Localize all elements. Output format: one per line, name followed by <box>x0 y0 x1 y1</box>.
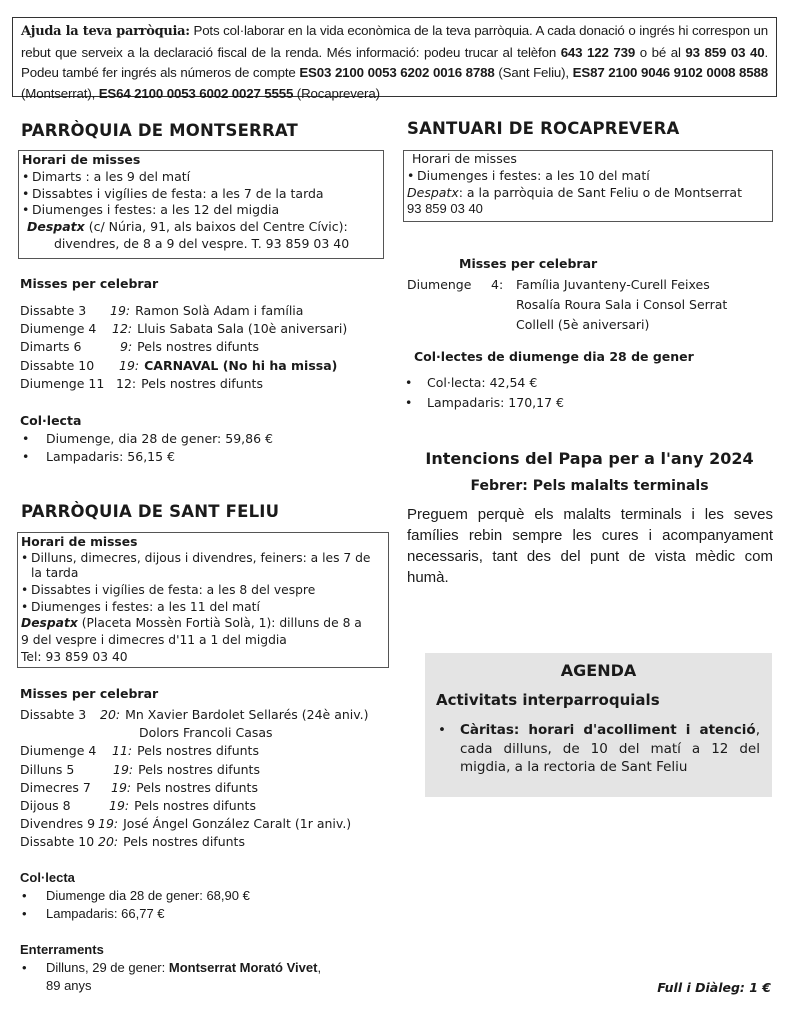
schedule-item: • Dimarts : a les 9 del matí <box>22 169 380 186</box>
bank-account: ES64 2100 0053 6002 0027 5555 <box>98 85 294 101</box>
sant-feliu-title: PARRÒQUIA DE SANT FELIU <box>21 502 280 521</box>
mass-day: Dissabte 10 <box>20 357 95 373</box>
mass-intention: Pels nostres difunts <box>138 761 260 777</box>
funeral-age: 89 anys <box>46 978 92 994</box>
mass-row <box>407 295 727 315</box>
funeral-name: Montserrat Morató Vivet <box>168 960 318 975</box>
donation-text: Pots col·laborar en la vida econòmica de la teva parròquia. A cada donació o ingrés hi correspon un rebut que serveix a la declaració fiscal de la renda. Més informació: podeu trucar al telèfon <box>21 23 768 60</box>
mass-row <box>407 275 727 295</box>
mass-row <box>20 706 369 724</box>
mass-intention: Pels nostres difunts <box>137 339 260 355</box>
mass-time: 19: <box>109 798 130 814</box>
office-hours: divendres, de 8 a 9 del vespre. T. 93 859 03 40 <box>54 235 350 251</box>
mass-day: Diumenge 4 <box>20 743 97 759</box>
phone-number: 93 859 03 40 <box>685 44 765 60</box>
mass-intention: Pels nostres difunts <box>134 798 256 814</box>
funerals-title: Enterraments <box>20 942 104 957</box>
sant-feliu-masses-title: Misses per celebrar <box>20 686 159 701</box>
mass-time: 19: <box>119 357 140 373</box>
schedule-item: • Diumenges i festes: a les 12 del migdia <box>22 202 380 219</box>
mass-day: Dissabte 10 <box>20 834 95 850</box>
schedule-item: • Dilluns, dimecres, dijous i divendres, feiners: a les 7 de <box>21 551 385 567</box>
agenda-item <box>436 721 760 777</box>
mass-row <box>20 779 369 797</box>
mass-day: Diumenge 11 <box>20 375 105 391</box>
mass-time: 20: <box>98 834 119 850</box>
mass-row <box>20 724 369 742</box>
agenda-item-title: Càritas: horari d'acolliment i atenció <box>460 722 756 738</box>
montserrat-masses-list <box>20 302 347 393</box>
bank-account-label: (Sant Feliu), <box>494 65 569 80</box>
mass-intention: Collell (5è aniversari) <box>516 317 650 332</box>
funeral-item <box>20 959 321 995</box>
collection-item: • Diumenge dia 28 de gener: 68,90 € <box>20 887 250 905</box>
office-info <box>21 615 385 632</box>
office-phone: Tel: 93 859 03 40 <box>21 649 128 664</box>
schedule-title: Horari de misses <box>22 152 141 167</box>
mass-intention: Rosalía Roura Sala i Consol Serrat <box>516 297 728 312</box>
agenda-item-text: , cada dilluns, de 10 del matí a 12 del migdia, a la rectoria de Sant Feliu <box>460 722 760 775</box>
price-footer: Full i Diàleg: 1 € <box>657 980 771 995</box>
office-text: : a la parròquia de Sant Feliu o de Montserrat <box>458 184 742 200</box>
mass-intention: Família Juvanteny-Curell Feixes <box>516 277 710 292</box>
rocaprevera-title: SANTUARI DE ROCAPREVERA <box>407 119 680 138</box>
schedule-title: Horari de misses <box>412 151 517 166</box>
mass-day: Diumenge <box>407 277 472 292</box>
mass-day <box>20 724 139 742</box>
schedule-item: • Diumenges i festes: a les 11 del matí <box>21 599 385 616</box>
bank-account: ES87 2100 9046 9102 0008 8588 <box>572 65 768 80</box>
mass-day: Dimecres 7 <box>20 779 91 795</box>
mass-day: Dissabte 3 <box>20 303 87 318</box>
mass-intention: Dolors Francoli Casas <box>139 725 273 741</box>
office-info <box>22 219 380 236</box>
mass-row <box>20 761 369 779</box>
mass-time: 20: <box>100 707 121 722</box>
schedule-item: • Diumenges i festes: a les 10 del matí <box>407 168 769 185</box>
funeral-date: Dilluns, 29 de gener: <box>46 960 169 975</box>
mass-day: Dijous 8 <box>20 798 71 814</box>
mass-time: 4: <box>491 277 504 292</box>
mass-time: 19: <box>111 779 132 795</box>
mass-intention: Ramon Solà Adam i família <box>135 303 304 318</box>
office-text: (Placeta Mossèn Fortià Solà, 1): dilluns de 8 a <box>77 616 362 631</box>
montserrat-collection-title: Col·lecta <box>20 413 82 428</box>
phone-number: 643 122 739 <box>560 44 636 60</box>
office-hours: 9 del vespre i dimecres d'11 a 1 del migdia <box>21 633 287 648</box>
mass-time: 19: <box>113 761 134 777</box>
office-info <box>407 185 769 202</box>
mass-day: Diumenge 4 <box>20 321 97 337</box>
collection-item: • Lampadaris: 66,77 € <box>20 905 250 923</box>
agenda-title: AGENDA <box>560 661 637 680</box>
montserrat-schedule-box <box>18 150 384 259</box>
donation-text: . Podeu també fer ingrés als números de compte <box>21 44 769 80</box>
mass-time: 19: <box>98 816 119 832</box>
mass-time: 12: <box>116 375 137 391</box>
schedule-title: Horari de misses <box>21 535 138 549</box>
funeral-sep: , <box>317 960 322 975</box>
office-phone: 93 859 03 40 <box>407 201 483 217</box>
schedule-item: • Dissabtes i vigílies de festa: a les 8 del vespre <box>21 582 385 599</box>
mass-time: 19: <box>110 303 131 318</box>
mass-row <box>20 742 369 760</box>
office-label: Despatx <box>21 616 78 631</box>
sant-feliu-masses-list <box>20 706 369 852</box>
mass-row <box>20 375 347 393</box>
mass-row <box>20 797 369 815</box>
office-label: Despatx <box>27 219 85 235</box>
rocaprevera-collection-title: Col·lectes de diumenge dia 28 de gener <box>414 349 694 364</box>
mass-time: 11: <box>112 743 133 759</box>
mass-row <box>20 833 369 851</box>
mass-row <box>20 815 369 833</box>
collection-item: • Lampadaris: 56,15 € <box>20 448 273 466</box>
mass-intention: Pels nostres difunts <box>123 834 245 850</box>
mass-intention: Lluis Sabata Sala (10è aniversari) <box>137 321 348 337</box>
collection-item: • Lampadaris: 170,17 € <box>403 393 564 413</box>
mass-intention: Mn Xavier Bardolet Sellarés (24è aniv.) <box>125 707 369 722</box>
mass-intention: José Ángel González Caralt (1r aniv.) <box>123 816 352 832</box>
bank-account-label: (Montserrat), <box>21 85 99 101</box>
office-label: Despatx <box>407 184 459 200</box>
mass-intention: Pels nostres difunts <box>141 375 263 391</box>
rocaprevera-collection-list <box>403 373 564 413</box>
mass-intention: CARNAVAL (No hi ha missa) <box>144 357 338 373</box>
agenda-subtitle: Activitats interparroquials <box>436 691 660 709</box>
bank-account-label: (Rocaprevera) <box>293 85 380 101</box>
agenda-box <box>425 653 772 797</box>
mass-row <box>20 338 347 356</box>
mass-day: Dissabte 3 <box>20 707 87 722</box>
donation-text: o bé al <box>635 44 686 60</box>
mass-row <box>20 302 347 320</box>
funerals-list <box>20 959 321 995</box>
donation-lead: Ajuda la teva parròquia: <box>21 24 190 39</box>
mass-row <box>407 315 727 335</box>
rocaprevera-masses-list <box>407 275 727 335</box>
sant-feliu-schedule-box <box>17 532 389 668</box>
pope-intentions-text: Preguem perquè els malalts terminals i les seves famílies rebin sempre les cures i acompanyament necessaris, tant des del punt de vista mèdic com humà. <box>407 506 773 586</box>
collection-item: • Diumenge, dia 28 de gener: 59,86 € <box>20 430 273 448</box>
mass-row <box>20 320 347 338</box>
bank-account: ES03 2100 0053 6202 0016 8788 <box>299 65 495 80</box>
mass-day: Dimarts 6 <box>20 339 82 355</box>
office-text: (c/ Núria, 91, als baixos del Centre Cívic): <box>84 219 348 235</box>
rocaprevera-masses-title: Misses per celebrar <box>459 256 598 271</box>
mass-time: 9: <box>120 339 133 355</box>
mass-day: Dilluns 5 <box>20 761 75 777</box>
mass-intention: Pels nostres difunts <box>137 743 259 759</box>
mass-time: 12: <box>112 321 133 337</box>
sant-feliu-collection-title: Col·lecta <box>20 870 75 885</box>
donation-info-box <box>12 17 777 101</box>
pope-intentions-title: Intencions del Papa per a l'any 2024 <box>425 449 754 468</box>
rocaprevera-schedule-box <box>403 150 773 222</box>
schedule-item-cont: la tarda <box>31 566 79 581</box>
sant-feliu-collection-list <box>20 887 250 923</box>
montserrat-collection-list <box>20 430 273 466</box>
montserrat-masses-title: Misses per celebrar <box>20 276 159 291</box>
mass-intention: Pels nostres difunts <box>136 779 258 795</box>
schedule-item: • Dissabtes i vigílies de festa: a les 7 de la tarda <box>22 186 380 203</box>
pope-intentions-subtitle: Febrer: Pels malalts terminals <box>470 478 709 494</box>
mass-day: Divendres 9 <box>20 816 96 832</box>
montserrat-title: PARRÒQUIA DE MONTSERRAT <box>21 121 298 140</box>
collection-item: • Col·lecta: 42,54 € <box>403 373 564 393</box>
mass-row <box>20 357 347 375</box>
